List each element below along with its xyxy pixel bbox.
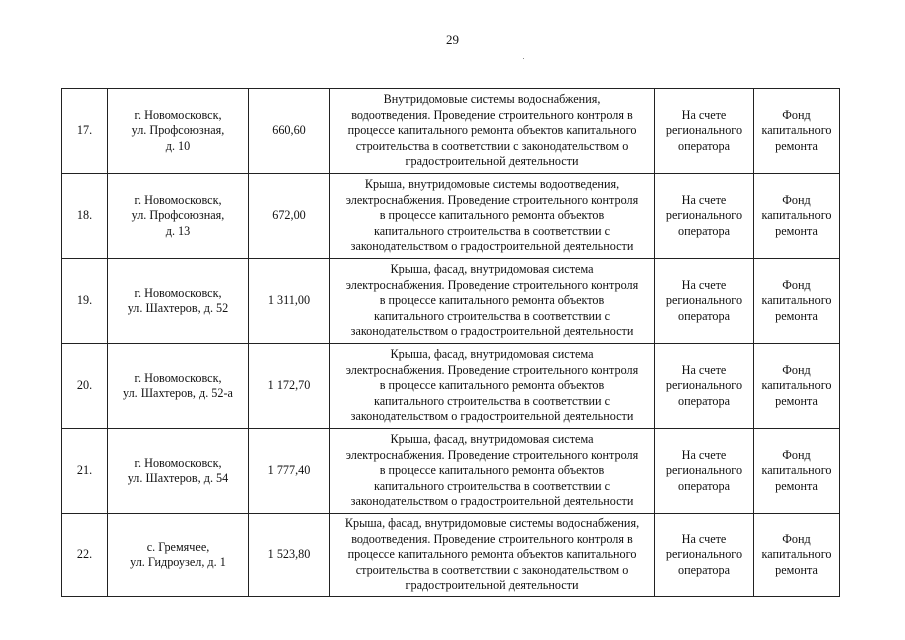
fund-cell [754,89,840,174]
account-cell-line: регионального [665,463,743,478]
account-cell-line: регионального [665,547,743,562]
address-cell-line: д. 13 [165,223,191,238]
works-cell-line: в процессе капитального ремонта объектов [379,463,605,478]
address-cell [108,344,249,429]
works-cell-line: в процессе капитального ремонта объектов [379,208,605,223]
address-cell-line: г. Новомосковск, [134,455,222,470]
address-cell [108,514,249,597]
fund-cell-line: капитального [761,123,832,138]
works-cell-line: Крыша, фасад, внутридомовая система [390,262,594,277]
works-cell-line: строительства в соответствии с законодательством о [355,138,629,153]
area-cell: 660,60 [249,89,330,174]
area-cell: 672,00 [249,174,330,259]
fund-cell-line: Фонд [782,531,811,546]
fund-cell-line: Фонд [782,192,811,207]
fund-cell-line: капитального [761,463,832,478]
works-cell-line: капитального строительства в соответствии с [374,223,610,238]
address-cell [108,174,249,259]
area-cell: 1 777,40 [249,429,330,514]
row-number: 17. [62,89,108,174]
account-cell-line: На счете [681,362,727,377]
account-cell-line: оператора [678,562,730,577]
fund-cell-line: Фонд [782,277,811,292]
scan-speck [523,58,524,59]
account-cell-line: регионального [665,123,743,138]
area-cell: 1 311,00 [249,259,330,344]
address-cell-line: ул. Гидроузел, д. 1 [130,555,226,569]
fund-cell-line: ремонта [775,138,818,153]
account-cell-line: оператора [678,478,730,493]
fund-cell-line: Фонд [782,107,811,122]
account-cell [655,174,754,259]
fund-cell-line: капитального [761,547,832,562]
address-cell-line: г. Новомосковск, [134,370,222,385]
works-cell-line: законодательством о градостроительной деятельности [350,324,634,339]
works-cell-line: капитального строительства в соответствии с [374,393,610,408]
row-number: 19. [62,259,108,344]
account-cell-line: На счете [681,531,727,546]
account-cell-line: регионального [665,293,743,308]
works-cell [330,259,655,344]
account-cell-line: На счете [681,107,727,122]
page-number: 29 [446,32,459,47]
works-cell [330,174,655,259]
address-cell-line: ул. Шахтеров, д. 54 [127,471,229,485]
account-cell-line: регионального [665,378,743,393]
row-number: 21. [62,429,108,514]
account-cell-line: оператора [678,138,730,153]
works-cell-line: электроснабжения. Проведение строительного контроля [345,447,639,462]
address-cell-line: г. Новомосковск, [134,192,222,207]
account-cell [655,514,754,597]
account-cell-line: На счете [681,447,727,462]
account-cell-line: оператора [678,223,730,238]
works-cell-line: капитального строительства в соответствии с [374,478,610,493]
works-cell [330,89,655,174]
works-cell-line: водоотведения. Проведение строительного контроля в [351,531,633,546]
works-cell-line: Внутридомовые системы водоснабжения, [383,92,601,107]
address-cell-line: ул. Профсоюзная, [131,208,225,223]
works-cell-line: Крыша, внутридомовые системы водоотведения, [364,177,620,192]
works-cell-line: электроснабжения. Проведение строительного контроля [345,277,639,292]
fund-cell-line: Фонд [782,362,811,377]
works-cell-line: Крыша, фасад, внутридомовая система [390,432,594,447]
account-cell-line: оператора [678,308,730,323]
works-cell-line: законодательством о градостроительной деятельности [350,409,634,424]
works-cell-line: водоотведения. Проведение строительного контроля в [351,107,633,122]
fund-cell-line: ремонта [775,308,818,323]
fund-cell [754,259,840,344]
fund-cell [754,429,840,514]
works-cell [330,344,655,429]
works-cell-line: электроснабжения. Проведение строительного контроля [345,362,639,377]
account-cell-line: оператора [678,393,730,408]
row-number: 20. [62,344,108,429]
repair-works-table [61,88,840,597]
fund-cell [754,344,840,429]
works-cell-line: Крыша, фасад, внутридомовая система [390,347,594,362]
account-cell [655,344,754,429]
works-cell-line: Крыша, фасад, внутридомовые системы водоснабжения, [344,516,640,531]
fund-cell-line: Фонд [782,447,811,462]
fund-cell-line: ремонта [775,393,818,408]
works-cell-line: капитального строительства в соответствии с [374,308,610,323]
works-cell-line: электроснабжения. Проведение строительного контроля [345,192,639,207]
works-cell-line: в процессе капитального ремонта объектов [379,293,605,308]
fund-cell-line: ремонта [775,562,818,577]
address-cell-line: ул. Шахтеров, д. 52-а [123,386,233,400]
fund-cell [754,174,840,259]
address-cell [108,259,249,344]
fund-cell-line: ремонта [775,478,818,493]
address-cell [108,429,249,514]
row-number: 18. [62,174,108,259]
works-cell-line: градостроительной деятельности [405,578,579,593]
table-row [62,89,840,174]
works-cell-line: в процессе капитального ремонта объектов [379,378,605,393]
works-cell-line: градостроительной деятельности [405,154,579,169]
account-cell-line: На счете [681,277,727,292]
table-row [62,514,840,597]
works-cell-line: законодательством о градостроительной деятельности [350,494,634,509]
account-cell-line: регионального [665,208,743,223]
address-cell-line: ул. Шахтеров, д. 52 [127,301,229,315]
works-cell-line: процессе капитального ремонта объектов капитального [347,123,637,138]
address-cell-line: д. 10 [165,138,191,153]
table-body [62,89,840,597]
fund-cell [754,514,840,597]
table-row [62,429,840,514]
account-cell [655,429,754,514]
account-cell [655,259,754,344]
works-cell-line: процессе капитального ремонта объектов капитального [347,547,637,562]
fund-cell-line: ремонта [775,223,818,238]
area-cell: 1 172,70 [249,344,330,429]
works-cell-line: строительства в соответствии с законодательством о [355,562,629,577]
address-cell-line: г. Новомосковск, [134,107,222,122]
account-cell-line: На счете [681,192,727,207]
table-row [62,344,840,429]
fund-cell-line: капитального [761,208,832,223]
row-number: 22. [62,514,108,597]
fund-cell-line: капитального [761,293,832,308]
address-cell-line: ул. Профсоюзная, [131,123,225,138]
works-cell [330,429,655,514]
address-cell [108,89,249,174]
table-row [62,259,840,344]
address-cell-line: с. Гремячее, [146,539,210,554]
works-cell-line: законодательством о градостроительной деятельности [350,239,634,254]
works-cell [330,514,655,597]
area-cell: 1 523,80 [249,514,330,597]
fund-cell-line: капитального [761,378,832,393]
account-cell [655,89,754,174]
table-row [62,174,840,259]
address-cell-line: г. Новомосковск, [134,285,222,300]
